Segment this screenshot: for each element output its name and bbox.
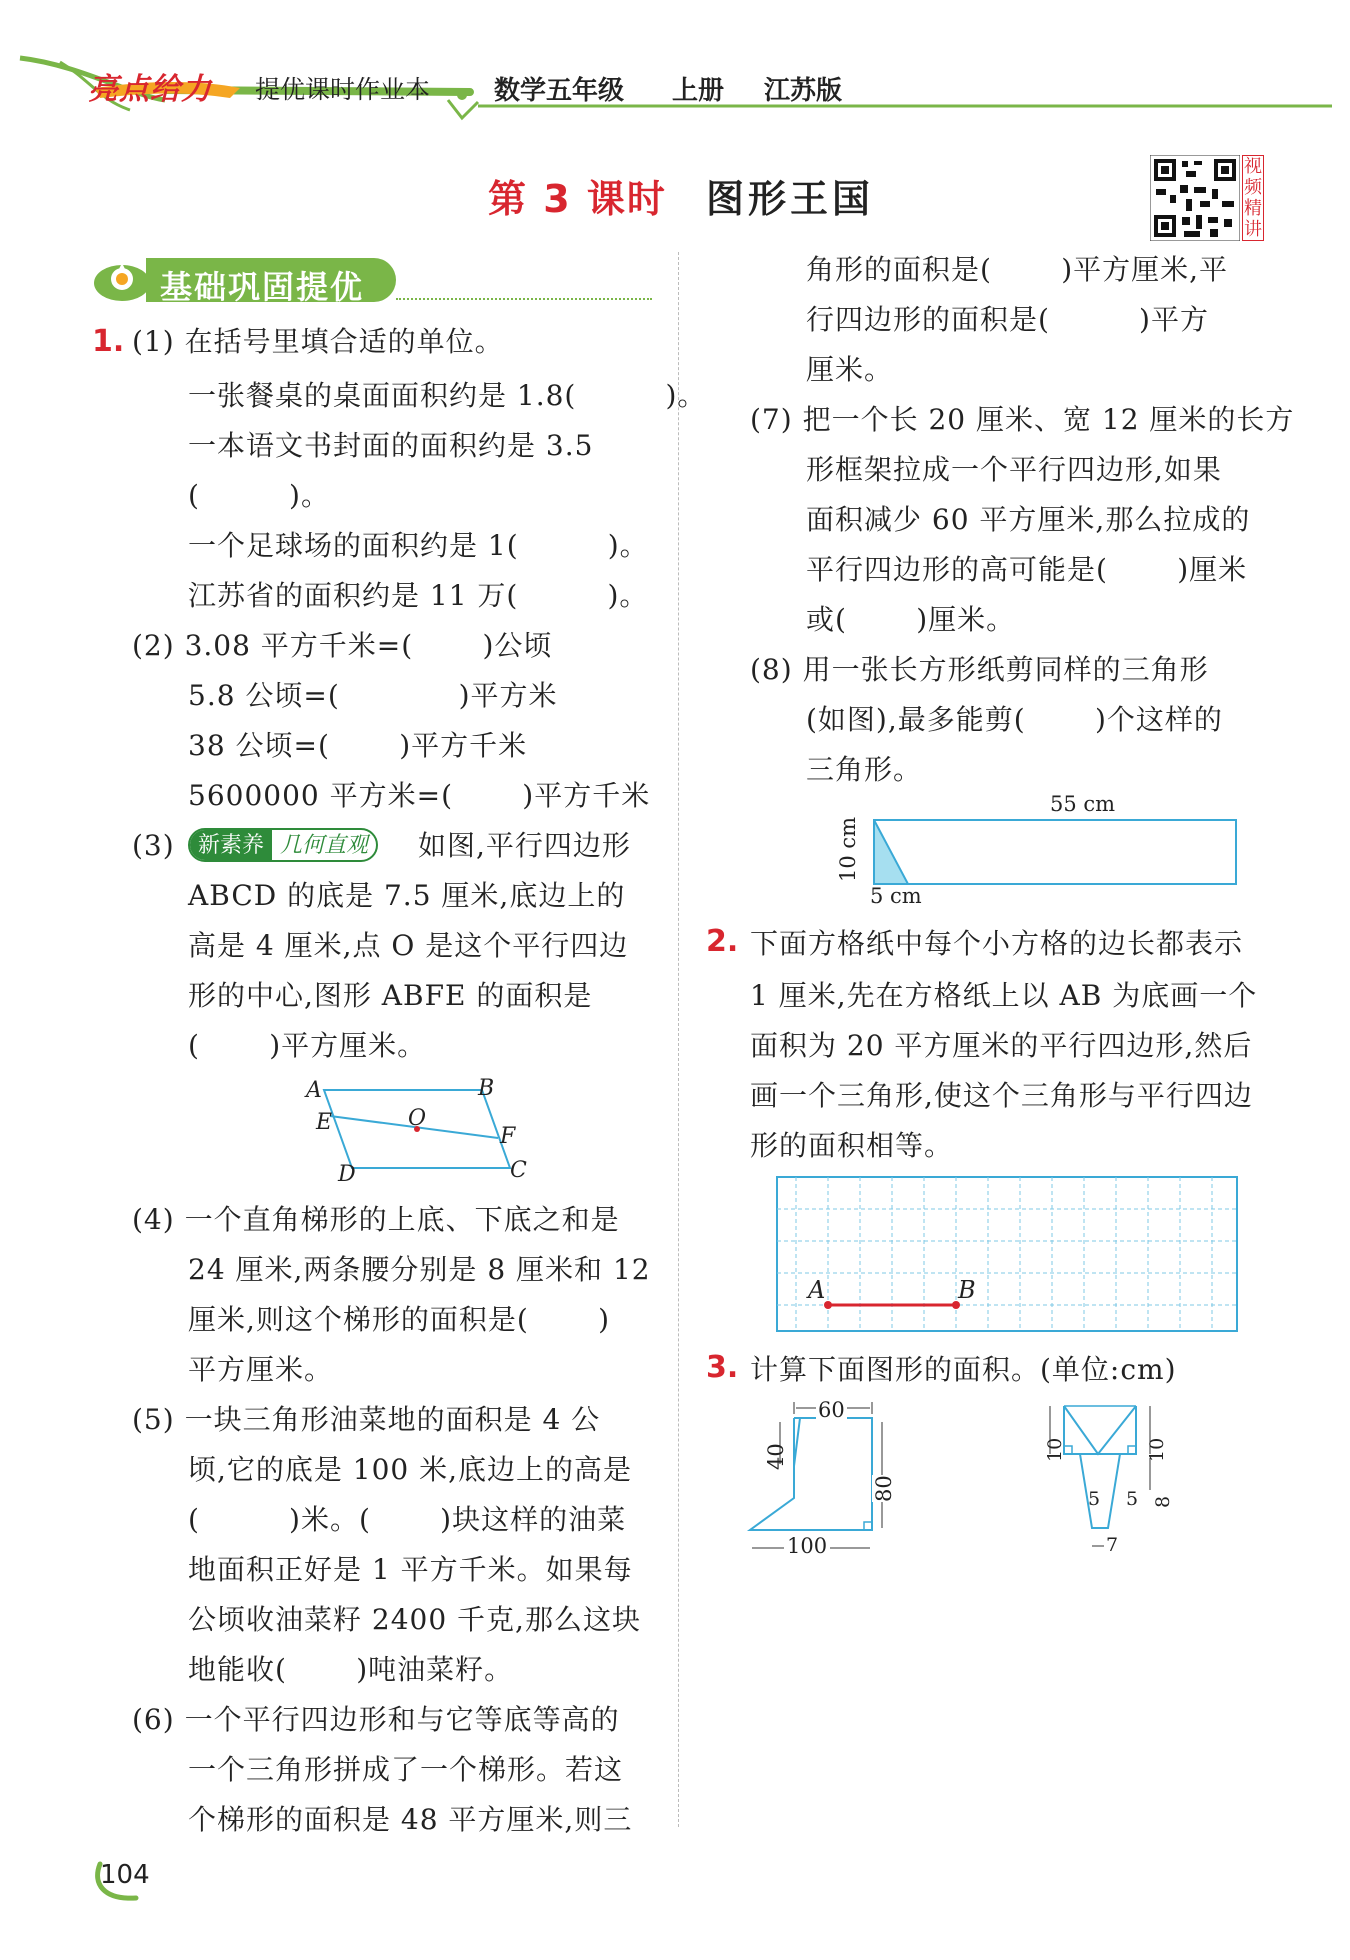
left-line-8: 5.8 公顷=( )平方米 xyxy=(188,679,558,712)
left-line-4: ( )。 xyxy=(188,479,330,512)
left-line-29: 个梯形的面积是 48 平方厘米,则三 xyxy=(188,1803,633,1836)
right-line-13: 1 厘米,先在方格纸上以 AB 为底画一个 xyxy=(750,979,1258,1012)
shape2-right-label: 10 xyxy=(1146,1437,1168,1462)
badge-new-literacy xyxy=(188,828,378,862)
left-line-3: 一本语文书封面的面积约是 3.5 xyxy=(188,429,594,462)
header-subject: 数学五年级 xyxy=(494,76,625,106)
question-1-number: 1. xyxy=(92,324,125,359)
left-line-14: 高是 4 厘米,点 O 是这个平行四边 xyxy=(188,929,629,962)
right-line-6: 面积减少 60 平方厘米,那么拉成的 xyxy=(806,503,1251,536)
right-line-14: 面积为 20 平方厘米的平行四边形,然后 xyxy=(750,1029,1253,1062)
right-line-7: 平行四边形的高可能是( )厘米 xyxy=(806,553,1248,586)
question-3-number: 3. xyxy=(706,1350,739,1385)
shape2-inner-right-label: 5 xyxy=(1126,1488,1139,1510)
left-line-22: 顷,它的底是 100 米,底边上的高是 xyxy=(188,1453,633,1486)
page-number: 104 xyxy=(100,1860,150,1890)
left-line-25: 公顷收油菜籽 2400 千克,那么这块 xyxy=(188,1603,641,1636)
right-line-3: 厘米。 xyxy=(806,353,894,386)
left-line-23: ( )米。( )块这样的油菜 xyxy=(188,1503,627,1536)
qr-caption: 视频精讲 xyxy=(1244,156,1262,240)
right-line-5: 形框架拉成一个平行四边形,如果 xyxy=(806,453,1222,486)
header-series: 提优课时作业本 xyxy=(255,75,431,104)
section-title: 基础巩固提优 xyxy=(160,268,365,306)
paper-rectangle-figure xyxy=(860,812,1250,892)
rect-width-label: 10 cm xyxy=(836,816,860,882)
left-line-17: (4) 一个直角梯形的上底、下底之和是 xyxy=(132,1203,620,1236)
left-line-10: 5600000 平方米=( )平方千米 xyxy=(188,779,651,812)
grid-point-a-label: A xyxy=(808,1276,826,1304)
left-line-21: (5) 一块三角形油菜地的面积是 4 公 xyxy=(132,1403,601,1436)
right-line-9: (8) 用一张长方形纸剪同样的三角形 xyxy=(750,653,1209,686)
question-2-number: 2. xyxy=(706,924,739,959)
left-line-11: (3) xyxy=(132,829,175,862)
section-underline xyxy=(396,298,652,300)
shape1-right-label: 80 xyxy=(872,1475,896,1502)
shape1-top-label: 60 xyxy=(818,1398,845,1422)
right-line-15: 画一个三角形,使这个三角形与平行四边 xyxy=(750,1079,1253,1112)
vertex-f-label: F xyxy=(500,1124,516,1149)
right-line-17: 计算下面图形的面积。(单位:cm) xyxy=(750,1353,1177,1386)
left-line-24: 地面积正好是 1 平方千米。如果每 xyxy=(188,1553,633,1586)
left-line-19: 厘米,则这个梯形的面积是( ) xyxy=(188,1303,611,1336)
header-edition: 江苏版 xyxy=(764,76,843,106)
left-line-7: (2) 3.08 平方千米=( )公顷 xyxy=(132,629,553,662)
right-line-2: 行四边形的面积是( )平方 xyxy=(806,303,1209,336)
shape2-left-label: 10 xyxy=(1044,1437,1066,1462)
header-volume: 上册 xyxy=(672,76,725,106)
right-line-11: 三角形。 xyxy=(806,753,923,786)
left-line-2: 一张餐桌的桌面面积约是 1.8( )。 xyxy=(188,379,707,412)
left-line-9: 38 公顷=( )平方千米 xyxy=(188,729,528,762)
vertex-b-label: B xyxy=(478,1076,495,1101)
shape2-side-label: 8 xyxy=(1152,1495,1174,1508)
rect-length-label: 55 cm xyxy=(1050,792,1116,816)
left-line-20: 平方厘米。 xyxy=(188,1353,334,1386)
right-line-4: (7) 把一个长 20 厘米、宽 12 厘米的长方 xyxy=(750,403,1295,436)
left-line-15: 形的中心,图形 ABFE 的面积是 xyxy=(188,979,593,1012)
lesson-title: 图形王国 xyxy=(706,177,875,221)
shape2-bottom-label: 7 xyxy=(1106,1534,1119,1556)
badge-main: 新素养 xyxy=(190,830,272,860)
right-line-12: 下面方格纸中每个小方格的边长都表示 xyxy=(750,927,1244,960)
shape2-inner-left-label: 5 xyxy=(1088,1488,1101,1510)
shape1-left-label: 40 xyxy=(764,1443,788,1470)
vertex-a-label: A xyxy=(306,1078,322,1103)
column-divider xyxy=(678,252,679,1827)
grid-point-b-label: B xyxy=(958,1276,976,1304)
right-line-16: 形的面积相等。 xyxy=(750,1129,954,1162)
left-line-27: (6) 一个平行四边形和与它等底等高的 xyxy=(132,1703,620,1736)
section-gear-icon xyxy=(92,257,154,303)
left-line-26: 地能收( )吨油菜籽。 xyxy=(188,1653,514,1686)
header-brand: 亮点给力 xyxy=(88,72,212,107)
badge-sub: 几何直观 xyxy=(280,833,369,858)
left-line-12: 如图,平行四边形 xyxy=(418,829,631,862)
left-line-6: 江苏省的面积约是 11 万( )。 xyxy=(188,579,649,612)
left-line-28: 一个三角形拼成了一个梯形。若这 xyxy=(188,1753,624,1786)
qr-code[interactable] xyxy=(1150,155,1240,241)
left-line-1: (1) 在括号里填合适的单位。 xyxy=(132,325,504,358)
right-line-1: 角形的面积是( )平方厘米,平 xyxy=(806,253,1229,286)
grid-paper[interactable] xyxy=(776,1176,1238,1332)
lesson-number: 第 3 课时 xyxy=(488,177,667,221)
left-line-13: ABCD 的底是 7.5 厘米,底边上的 xyxy=(188,879,626,912)
left-line-16: ( )平方厘米。 xyxy=(188,1029,427,1062)
vertex-e-label: E xyxy=(316,1110,333,1135)
vertex-d-label: D xyxy=(338,1162,356,1187)
right-line-10: (如图),最多能剪( )个这样的 xyxy=(806,703,1223,736)
right-line-8: 或( )厘米。 xyxy=(806,603,1016,636)
shape1-bottom-label: 100 xyxy=(784,1534,830,1558)
left-line-18: 24 厘米,两条腰分别是 8 厘米和 12 xyxy=(188,1253,651,1286)
rect-base-label: 5 cm xyxy=(870,884,922,908)
vertex-c-label: C xyxy=(510,1158,527,1183)
vertex-o-label: O xyxy=(408,1106,427,1131)
left-line-5: 一个足球场的面积约是 1( )。 xyxy=(188,529,649,562)
